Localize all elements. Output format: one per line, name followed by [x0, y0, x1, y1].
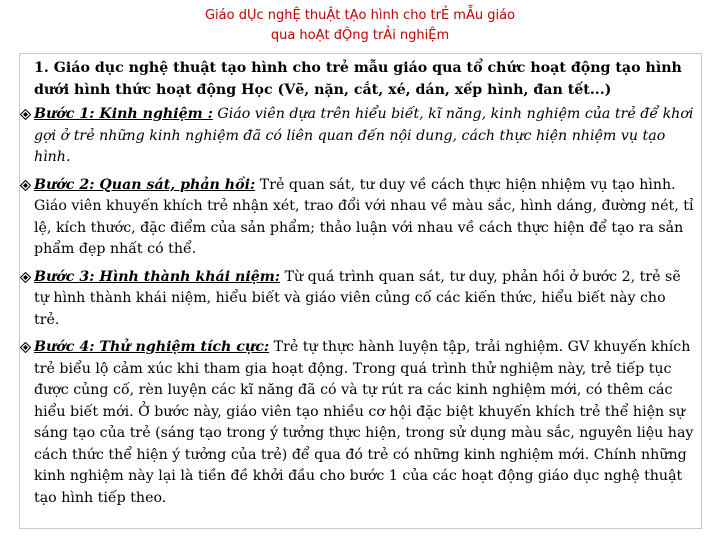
step-label: Bước 2: Quan sát, phản hồi: [34, 176, 256, 193]
slide-title-line-2: qua hoẠt đỘng trẢi nghiỆm [270, 28, 450, 43]
slide-title [0, 6, 720, 46]
step-label: Bước 3: Hình thành khái niệm: [34, 268, 281, 285]
step-label: Bước 4: Thử nghiệm tích cực: [34, 339, 270, 355]
step-text: Trẻ tự thực hành luyện tập, trải nghiệm. GV khuyến khích trẻ biểu lộ cảm xúc khi tham gia hoạt động. Trong quá trình thử nghiệm này, trẻ tiếp tục được củng cố, rèn luyện các kĩ năng đã có và tự rút ra các kinh nghiệm mới, có thêm các hiểu biết mới. Ở bước này, giáo viên tạo nhiều cơ hội đặc biệt khuyến khích trẻ thể hiện sự sáng tạo của trẻ (sáng tạo trong ý tưởng thực hiện, trong sử dụng màu sắc, nguyên liệu hay cách thức thể hiện ý tưởng của trẻ) để qua đó trẻ có những kinh nghiệm mới. Chính những kinh nghiệm này lại là tiền đề khởi đầu cho bước 1 của các hoạt động giáo dục nghệ thuật tạo hình tiếp theo. [34, 339, 694, 506]
step-text: Từ quá trình quan sát, tư duy, phản hồi ở bước 2, trẻ sẽ tự hình thành khái niệm, hiểu biết và giáo viên củng cố các kiến thức, hiểu biết này cho trẻ. [34, 268, 681, 328]
step-label: Bước 1: Kinh nghiệm : [34, 106, 213, 122]
diamond-bullet-icon [20, 342, 31, 353]
step-item-1 [20, 104, 698, 169]
section-heading: 1. Giáo dục nghệ thuật tạo hình cho trẻ mẫu giáo qua tổ chức hoạt động tạo hình dưới hình thức hoạt động Học (Vẽ, nặn, cắt, xé, dán, xếp hình, đan tết...) [34, 60, 682, 98]
step-text: Trẻ quan sát, tư duy về cách thực hiện nhiệm vụ tạo hình. Giáo viên khuyến khích trẻ nhận xét, trao đổi với nhau về màu sắc, hình dáng, đường nét, tỉ lệ, kích thước, đặc điểm của sản phẩm; thảo luận với nhau về cách thực hiện để tạo ra sản phẩm đẹp nhất có thể. [34, 176, 694, 257]
diamond-bullet-icon [20, 272, 31, 283]
content-body [20, 58, 698, 515]
step-item-4 [20, 337, 698, 509]
diamond-bullet-icon [20, 109, 31, 120]
slide-title-line-1: Giáo dỤc nghỆ thuẬt tẠo hình cho trẺ mẪu giáo [204, 8, 516, 23]
step-text: Giáo viên dựa trên hiểu biết, kĩ năng, kinh nghiệm của trẻ để khơi gợi ở trẻ những kinh nghiệm đã có liên quan đến nội dung, cách thực hiện nhiệm vụ tạo hình. [34, 106, 694, 165]
step-item-2 [20, 175, 698, 261]
step-item-3 [20, 267, 698, 332]
diamond-bullet-icon [20, 180, 31, 191]
